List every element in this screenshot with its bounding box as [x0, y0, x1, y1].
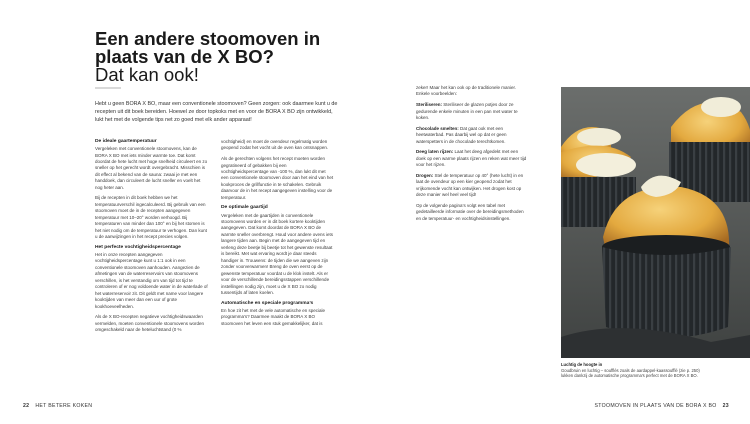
paragraph-label: Chocolade smelten: [416, 125, 459, 131]
body-paragraph: Vergeleken met conventionele stoomovens, kan de BORA X BO met iets minder warmte toe. Dat komt doordat de hete lucht met hoge snelheid circuleert en zo sneller op het gerecht wordt overgebracht. Misschien is dit effect al bekend van de sauna: zwaai je met een handdoek, dan circuleert de lucht sneller en voelt het nog heter aan. [95, 146, 208, 190]
labeled-paragraph [416, 173, 528, 199]
body-paragraph: Op de volgende pagina’s volgt een tabel met gedetailleerde informatie over de bereidingsmethoden en de temperatuur- en vochtigheidsinstellingen. [416, 202, 524, 221]
page-number-left: 22 [23, 403, 30, 409]
labeled-paragraph [416, 149, 528, 168]
page-title: Een andere stoomoven in plaats van de X BO? [95, 28, 321, 67]
section-heading: Het perfecte vochtigheidspercentage [95, 244, 181, 250]
running-title-left: HET BETERE KOKEN [35, 403, 93, 409]
paragraph-label: Drogen: [416, 172, 434, 178]
paragraph-text: Dat gaat ook met een heetwaterbad. Pas daarbij wel op dat er geen waterspetters in de chocolade terechtkomen. [416, 125, 507, 144]
body-paragraph: vochtigheid) en moet de ovendeur regelmatig worden geopend zodat het vocht uit de oven kan ontsnappen. [221, 139, 329, 151]
labeled-paragraph [416, 126, 528, 145]
section-heading: Automatische en speciale programma’s [221, 300, 314, 306]
paragraph-text: Steriliseer de glazen potjes door ze gedurende enkele minuten in een pan met water te koken. [416, 102, 518, 120]
caption-text: Goudbruin en luchtig – soufflés zoals de aardappel-kaassoufflé (zie p. 250) lukken dankzij de automatische programma’s perfect met de BORA X BO. [561, 367, 700, 379]
running-title-right: STOOMOVEN IN PLAATS VAN DE BORA X BO [594, 403, 717, 409]
page-subtitle: Dat kan ook! [95, 64, 199, 85]
paragraph-text: Stel de temperatuur op 40° (hete lucht) in en laat de ovendeur op een kier geopend zodat het vrijkomende vocht kan ontwijken. Het drogen kost op deze manier wel heel veel tijd! [416, 172, 524, 198]
body-paragraph: En hoe zit het met de vele automatische en speciale programma’s? Daarmee maakt de BORA X BO stoomoven het leven een stuk gemakkelijker, dat is [221, 307, 326, 326]
photo-caption [561, 362, 711, 379]
body-paragraph: Als de gerechten volgens het recept moeten worden gegratineerd of gebakken bij een vochtigheidspercentage van -100 %, dan lukt dit met een conventionele stoomoven door aan het eind van het kookproces de grillfunctie in te schakelen. Gebruik daarvoor de in het recept aangegeven instelling voor de temperatuur. [221, 156, 334, 200]
labeled-paragraph [416, 102, 528, 121]
body-paragraph: Het in onze recepten aangegeven vochtigheidspercentage kunt u 1:1 ook in een conventionele stoomoven aanhouden. Aangezien de afmetingen van de waterreservoirs van stoomovens verschillen, is het verstandig om van tijd tot tijd te controleren of er nog voldoende water in de waterlade of het waterreservoir zit. Dit geldt met name voor langere kooktijden van meer dan een uur of grote kookhoeveelheden. [95, 251, 208, 309]
souffle-photo [561, 87, 750, 358]
intro-paragraph: Hebt u geen BORA X BO, maar een conventionele stoomoven? Geen zorgen: ook daarmee kunt u de recepten uit dit boek bereiden. Hoewel ze door topkoks met en voor de BORA X BO zijn ontwikkeld, lukt het met de volgende tips net zo goed met elk ander apparaat! [95, 101, 338, 124]
title-divider [95, 87, 121, 89]
body-paragraph: Vergeleken met de gaartijden in conventionele stoomovens worden er in dit boek kortere kooktijden aangegeven. Dat komt doordat de BORA X BO de warmte sneller overbrengt. Houd voor andere ovens iets langere tijden aan. Begin met de aangegeven tijd en verleng deze beetje bij beetje tot het gewenste resultaat is bereikt. Met wat ervaring wordt je daar steeds handiger in. Trouwens: de tijden die we aangeven zijn zonder voorverwarmen! Breng de oven eerst op de gewenste temperatuur voordat u de klok instelt. Als er voor de verschillende bereidingsstappen verschillende instellingen nodig zijn, moet u de X BO zo nodig tussentijds af laten koelen. [221, 212, 334, 295]
body-paragraph: Als de X BO-recepten negatieve vochtigheidswaarden vermelden, moeten conventionele stoomovens worden omgeschakeld naar de heteluchtstand (0 % [95, 314, 205, 333]
page-number-right: 23 [722, 403, 729, 409]
body-paragraph: zeker! Maar het kan ook op de traditionele manier. Enkele voorbeelden: [416, 85, 517, 97]
footer-left [23, 403, 92, 409]
text-column-2 [221, 139, 334, 331]
caption-title: Luchtig de hoogte in [561, 362, 603, 367]
paragraph-label: Steriliseren: [416, 102, 443, 108]
footer-right [595, 403, 729, 409]
section-heading: De optimale gaartijd [221, 205, 268, 211]
paragraph-label: Deeg laten rijzen: [416, 149, 454, 155]
paragraph-text: Laat het deeg afgedekt met een doek op een warme plaats rijzen en reken wat meer tijd voor het rijzen. [416, 149, 527, 168]
section-heading: De ideale gaartemperatuur [95, 139, 157, 144]
text-column-3 [416, 85, 528, 226]
text-column-1 [95, 139, 208, 338]
body-paragraph: Bij de recepten in dit boek hebben we het temperatuurverschil ingecalculeerd. Bij gebruik van een stoomoven moet de in de recepten aangegeven temperatuur met 10–20° worden verhoogd. Bij temperaturen van minder dan 100° en bij het stomen is het niet nodig om de temperatuur te verhogen. Dan kunt u de aanwijzingen in het recept precies volgen. [95, 195, 207, 240]
